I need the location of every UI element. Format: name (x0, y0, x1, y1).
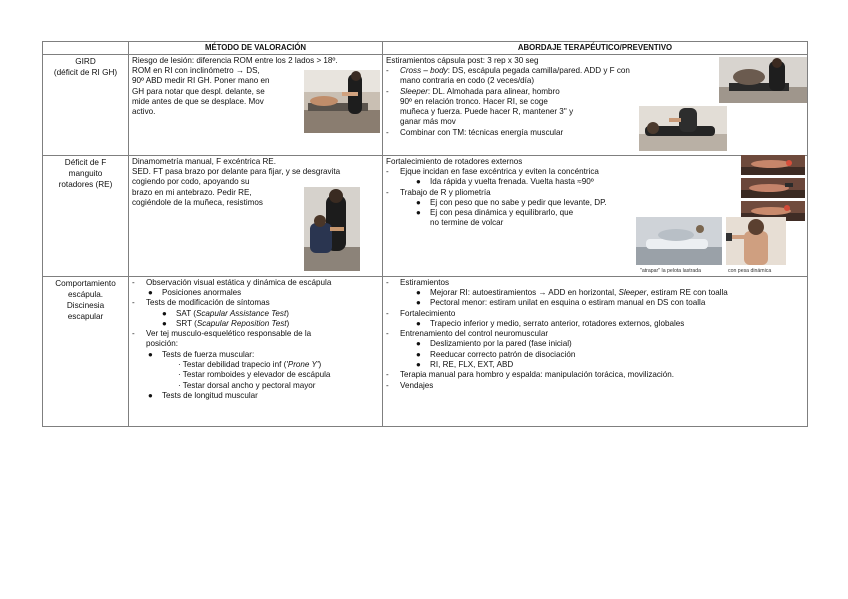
list-subitem (386, 360, 804, 370)
photo-rom-measurement (304, 70, 380, 133)
method-text: · Testar debilidad trapecio inf ( (178, 360, 287, 370)
photo-dynamic-weight (726, 217, 786, 265)
list-subitem (132, 288, 379, 298)
approach-text: Estiramientos cápsula post: 3 rep x 30 seg (386, 55, 539, 65)
list-subitem (132, 319, 379, 329)
bullet-marker: ● (148, 349, 153, 359)
photo-sleeper-stretch (639, 106, 727, 151)
dash-marker: - (386, 308, 389, 318)
method-text: posición: (146, 339, 178, 349)
row-label-line: Discinesia (66, 301, 105, 311)
bullet-marker: ● (416, 288, 421, 298)
approach-cell-scapular (383, 276, 808, 426)
approach-text: Ej con pesa dinámica y equilibrarlo, que (430, 208, 574, 218)
dash-marker: - (386, 86, 389, 96)
approach-text: Terapia manual para hombro y espalda: manipulación torácica, movilización. (400, 370, 674, 380)
photo-weighted-ball-catch (636, 217, 722, 265)
dash-marker: - (386, 277, 389, 287)
approach-text: 90º en relación tronco. Hacer RI, se coge (400, 96, 548, 106)
method-text: 90º ABD medir RI GH. Poner mano en (132, 76, 270, 86)
approach-text: Ej con peso que no sabe y pedir que levante, DP. (430, 197, 607, 207)
row-label-scapular (43, 276, 129, 426)
list-subitem (386, 339, 804, 349)
list-subitem (386, 298, 804, 308)
list-subitem (132, 309, 379, 319)
caption-ball: "atrapar" la pelota lastrada (640, 267, 702, 274)
method-text: ROM en RI con inclinómetro → DS, (132, 66, 260, 76)
approach-text: : DL. Almohada para alinear, hombro (427, 86, 560, 96)
row-label-line: Déficit de F (64, 157, 107, 167)
list-subitem (386, 350, 804, 360)
dash-marker: - (132, 277, 135, 287)
method-text: Tests de modificación de síntomas (146, 298, 270, 308)
table-row-gird (43, 54, 808, 155)
term-sleeper: Sleeper (618, 288, 647, 298)
approach-text: Pectoral menor: estiram unilat en esquina o estiram manual en DS con toalla (430, 298, 706, 308)
list-item (386, 370, 804, 380)
term-cross-body: Cross – body (400, 66, 448, 76)
bullet-marker: ● (416, 339, 421, 349)
method-cell-rotator-cuff (129, 155, 383, 276)
term-sat: Scapular Assistance Test (195, 308, 287, 318)
dash-marker: - (132, 298, 135, 308)
approach-cell-rotator-cuff (383, 155, 808, 276)
method-text: ) (318, 360, 322, 370)
bullet-marker: ● (416, 197, 421, 207)
bullet-marker: ● (416, 177, 421, 187)
method-text: Observación visual estática y dinámica de escápula (146, 277, 332, 287)
term-srt: Scapular Reposition Test (196, 318, 287, 328)
method-text: · Testar dorsal ancho y pectoral mayor (178, 380, 316, 390)
bullet-marker: ● (416, 349, 421, 359)
bullet-marker: ● (162, 318, 167, 328)
approach-text: RI, RE, FLX, EXT, ABD (430, 360, 514, 370)
approach-text: Deslizamiento por la pared (fase inicial) (430, 339, 572, 349)
list-item (132, 329, 379, 339)
photo-cross-body-stretch (719, 57, 807, 103)
method-text: cogiéndole de la muñeca, resistimos (132, 197, 263, 207)
approach-text: Fortalecimiento de rotadores externos (386, 156, 523, 166)
header-method: MÉTODO DE VALORACIÓN (129, 42, 383, 55)
photo-dynamometry (304, 187, 360, 271)
method-text: Posiciones anormales (162, 288, 242, 298)
approach-text: Ejque incidan en fase excéntrica y eviten la concéntrica (400, 167, 599, 177)
approach-text: : DS, escápula pegada camilla/pared. ADD y F con (447, 66, 630, 76)
header-row (43, 42, 808, 55)
term-sleeper: Sleeper (400, 86, 428, 96)
header-empty (43, 42, 129, 55)
bullet-marker: ● (148, 288, 153, 298)
table-row-scapular-dyskinesis (43, 276, 808, 426)
approach-text: Estiramientos (400, 277, 450, 287)
row-label-line: rotadores (RE) (58, 180, 113, 190)
bullet-marker: ● (148, 390, 153, 400)
assessment-table (42, 41, 808, 427)
term-prone-y: 'Prone Y' (286, 360, 319, 370)
approach-text: Combinar con TM: técnicas energía muscular (400, 127, 564, 137)
list-item (132, 278, 379, 288)
method-text: Tests de fuerza muscular: (162, 349, 255, 359)
approach-text: Trabajo de R y pliometría (400, 187, 491, 197)
row-label-gird (43, 54, 129, 155)
row-label-line: Comportamiento (55, 278, 116, 288)
header-approach: ABORDAJE TERAPÉUTICO/PREVENTIVO (383, 42, 808, 55)
method-text: · Testar romboides y elevador de escápula (178, 370, 331, 380)
approach-text: muñeca y fuerza. Puede hacer R, mantener 3'' y (400, 107, 574, 117)
approach-cell-gird (383, 54, 808, 155)
list-subitem (386, 319, 804, 329)
dash-marker: - (386, 66, 389, 76)
list-subitem (386, 288, 804, 298)
bullet-marker: ● (162, 308, 167, 318)
approach-text: Trapecio inferior y medio, serrato anterior, rotadores externos, globales (430, 318, 685, 328)
approach-text: Vendajes (400, 380, 434, 390)
method-text: Riesgo de lesión: diferencia ROM entre los 2 lados > 18º. (132, 55, 338, 65)
dash-marker: - (132, 329, 135, 339)
method-text: SED. FT pasa brazo por delante para fijar, y se desgravita (132, 167, 341, 177)
dash-marker: - (386, 380, 389, 390)
approach-text: Fortalecimiento (400, 308, 456, 318)
row-label-rotator-cuff (43, 155, 129, 276)
list-item (386, 278, 804, 288)
approach-text: no termine de volcar (430, 218, 504, 228)
list-item (386, 128, 804, 138)
approach-text: Mejorar RI: autoestiramientos → ADD en horizontal, (430, 288, 619, 298)
approach-text: ganar más mov (400, 117, 456, 127)
approach-text: Ida rápida y vuelta frenada. Vuelta hasta ≈90º (430, 177, 594, 187)
dash-marker: - (386, 370, 389, 380)
method-text: ) (286, 308, 289, 318)
table-row-rotator-cuff (43, 155, 808, 276)
row-label-line: escápula. (67, 289, 104, 299)
bullet-marker: ● (416, 318, 421, 328)
list-item (132, 298, 379, 308)
method-text: activo. (132, 107, 156, 117)
list-subitem (132, 391, 379, 401)
photo-external-rotation-1 (741, 155, 805, 175)
list-item (386, 381, 804, 391)
dash-marker: - (386, 329, 389, 339)
method-text: cogiendo por codo, apoyando su (132, 177, 250, 187)
approach-text: mano contraria en codo (2 veces/día) (400, 76, 535, 86)
method-text: Ver tej musculo-esquelético responsable de la (146, 329, 312, 339)
row-label-line: manguito (68, 168, 103, 178)
caption-dynamic-weight: con pesa dinámica (728, 267, 772, 274)
method-text: ) (286, 318, 290, 328)
row-label-line: escapular (67, 312, 104, 322)
method-text: SRT ( (176, 318, 197, 328)
list-item (386, 309, 804, 319)
method-subline (132, 360, 379, 370)
method-cell-scapular (129, 276, 383, 426)
photo-external-rotation-2 (741, 178, 805, 198)
method-text: GH para notar que despl. delante, se (132, 86, 265, 96)
method-text: Tests de longitud muscular (162, 390, 258, 400)
bullet-marker: ● (416, 298, 421, 308)
method-text: SAT ( (176, 308, 196, 318)
approach-text: , estiram RE con toalla (646, 288, 728, 298)
approach-text: Entrenamiento del control neuromuscular (400, 329, 549, 339)
dash-marker: - (386, 127, 389, 137)
method-cell-gird (129, 54, 383, 155)
row-label-line: GIRD (75, 56, 96, 66)
list-item (386, 329, 804, 339)
approach-text: Reeducar correcto patrón de disociación (430, 349, 576, 359)
list-subitem (132, 350, 379, 360)
method-text: Dinamometría manual, F excéntrica RE. (132, 156, 276, 166)
bullet-marker: ● (416, 360, 421, 370)
bullet-marker: ● (416, 208, 421, 218)
dash-marker: - (386, 167, 389, 177)
dash-marker: - (386, 187, 389, 197)
method-text: brazo en mi antebrazo. Pedir RE, (132, 187, 252, 197)
method-text: mide antes de que se desplace. Mov (132, 96, 264, 106)
row-label-line: (déficit de RI GH) (53, 67, 118, 77)
